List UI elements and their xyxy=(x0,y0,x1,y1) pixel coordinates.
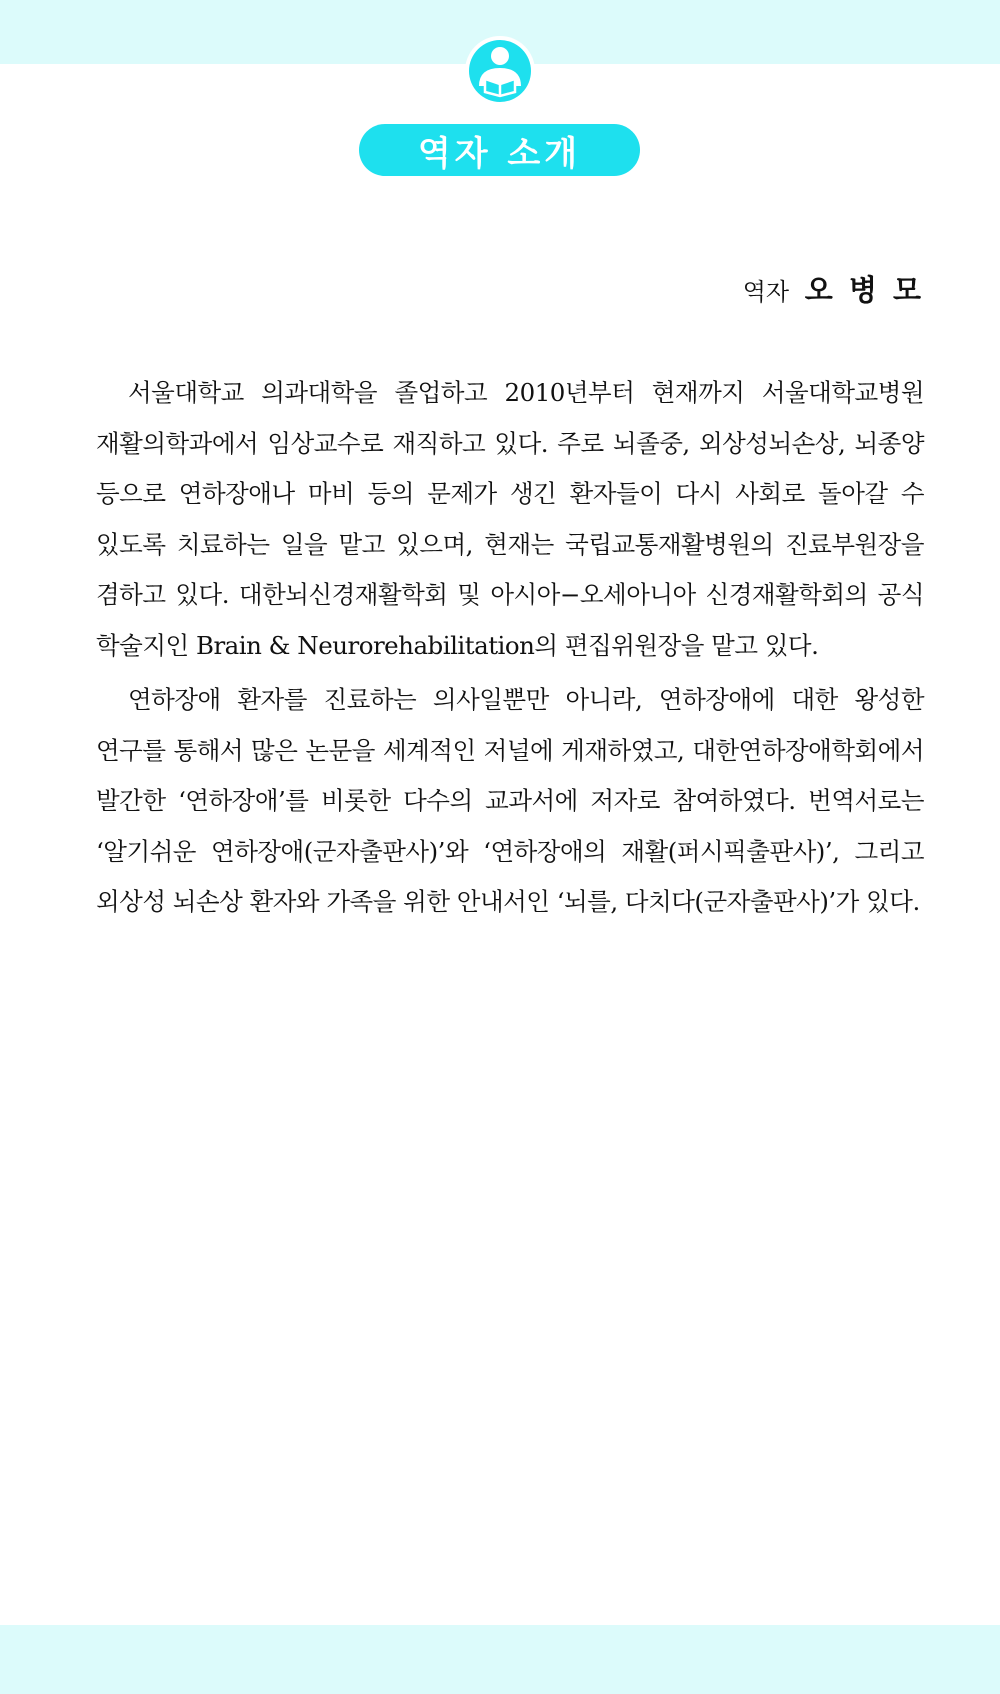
translator-name: 오 병 모 xyxy=(804,273,924,307)
translator-credit xyxy=(743,268,924,309)
bio-paragraph-1: 서울대학교 의과대학을 졸업하고 2010년부터 현재까지 서울대학교병원 재활의학과에서 임상교수로 재직하고 있다. 주로 뇌졸중, 외상성뇌손상, 뇌종양 등으로 연하장애나 마비 등의 문제가 생긴 환자들이 다시 사회로 돌아갈 수 있도록 치료하는 일을 맡고 있으며, 현재는 국립교통재활병원의 진료부원장을 겸하고 있다. 대한뇌신경재활학회 및 아시아−오세아니아 신경재활학회의 공식 학술지인 Brain & Neurorehabilitation의 편집위원장을 맡고 있다. xyxy=(96,378,924,660)
section-title-badge xyxy=(359,124,640,176)
bottom-decorative-band xyxy=(0,1625,1000,1694)
translator-biography xyxy=(96,368,924,928)
bio-paragraph-2: 연하장애 환자를 진료하는 의사일뿐만 아니라, 연하장애에 대한 왕성한 연구를 통해서 많은 논문을 세계적인 저널에 게재하였고, 대한연하장애학회에서 발간한 ‘연하장애’를 비롯한 다수의 교과서에 저자로 참여하였다. 번역서로는 ‘알기쉬운 연하장애(군자출판사)’와 ‘연하장애의 재활(퍼시픽출판사)’, 그리고 외상성 뇌손상 환자와 가족을 위한 안내서인 ‘뇌를, 다치다(군자출판사)’가 있다. xyxy=(96,685,924,916)
translator-role: 역자 xyxy=(742,278,790,306)
section-title: 역자 소개 xyxy=(417,133,582,174)
person-reading-icon xyxy=(463,34,537,108)
